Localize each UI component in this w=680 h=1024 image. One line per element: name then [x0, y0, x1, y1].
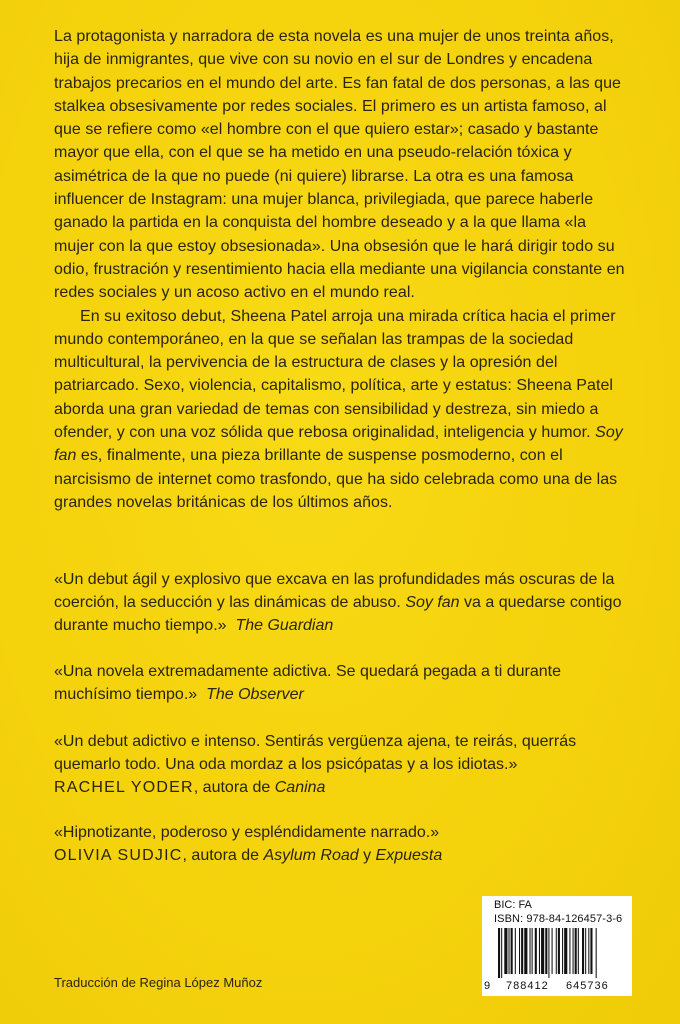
review-quote-end: va a quedarse contigo durante mucho tiempo.» — [54, 594, 622, 634]
barcode-bar — [564, 928, 567, 974]
review-author-suffix: , autora de — [193, 779, 271, 796]
reviews — [54, 568, 628, 890]
barcode-bars — [492, 928, 626, 978]
review-olivia-sudjic — [54, 821, 628, 867]
barcode-bar — [575, 928, 577, 974]
review-source: The Guardian — [235, 617, 334, 634]
barcode-bar — [582, 928, 584, 974]
barcode-digits-left: 788412 — [506, 980, 549, 992]
barcode-bar — [552, 928, 553, 974]
barcode-bar — [504, 928, 507, 974]
barcode-bar — [558, 928, 560, 974]
review-observer — [54, 660, 628, 706]
book-title-italic: Soy fan — [54, 424, 623, 465]
barcode-bar — [562, 928, 563, 974]
barcode-bar — [548, 928, 549, 978]
synopsis-paragraph-2-text: En su exitoso debut, Sheena Patel arroja una mirada crítica hacia el primer mundo contemporáneo, en la que se señalan las trampas de la sociedad multicultural, la pervivencia de la estructura de clases y la opresión del patriarcado. Sexo, violencia, capitalismo, política, arte y estatus: Sheena Patel aborda una gran variedad de temas con sensibilidad y destreza, sin miedo a ofender, y con una voz sólida que rebosa originalidad, inteligencia y humor. — [54, 307, 616, 442]
barcode-bar — [539, 928, 540, 974]
barcode-bar — [498, 928, 500, 978]
review-author-suffix: , autora de — [182, 847, 260, 864]
bic-code: BIC: FA — [494, 899, 532, 911]
barcode-bar — [532, 928, 533, 974]
review-author-work: Expuesta — [375, 847, 443, 864]
barcode-bar — [541, 928, 544, 974]
barcode-bar — [521, 928, 523, 974]
barcode-bar — [501, 928, 502, 978]
barcode-bar — [545, 928, 547, 974]
review-quote: «Un debut adictivo e intenso. Sentirás vergüenza ajena, te reirás, querrás quemarlo todo. Una oda mordaz a los psicópatas y a los idiotas.» — [54, 733, 577, 773]
barcode-bar — [588, 928, 589, 974]
review-quote: «Hipnotizante, poderoso y espléndidamente narrado.» — [54, 824, 440, 841]
review-connector: y — [363, 847, 372, 864]
translation-credit: Traducción de Regina López Muñoz — [54, 975, 263, 990]
barcode-bar — [519, 928, 520, 974]
barcode-bar — [556, 928, 557, 974]
barcode-bar — [515, 928, 516, 974]
review-quote: «Una novela extremadamente adictiva. Se quedará pegada a ti durante muchísimo tiempo.» — [54, 663, 562, 703]
barcode-bar — [585, 928, 586, 974]
barcode-bar — [511, 928, 513, 974]
review-quote: «Un debut ágil y explosivo que excava en las profundidades más oscuras de la coerción, la seducción y las dinámicas de abuso. — [54, 571, 615, 611]
barcode-digits-right: 645736 — [566, 980, 609, 992]
barcode-bar — [573, 928, 574, 974]
synopsis — [54, 25, 628, 514]
review-source: The Observer — [206, 686, 304, 703]
isbn-number: ISBN: 978-84-126457-3-6 — [494, 913, 623, 925]
barcode-bar — [530, 928, 531, 974]
barcode-digit-first: 9 — [484, 980, 492, 992]
synopsis-paragraph-2-text-end: es, finalmente, una pieza brillante de suspense posmoderno, con el narcisismo de internet como trasfondo, que ha sido celebrada como una de las grandes novelas británicas de los últimos años. — [54, 447, 618, 511]
review-author: OLIVIA SUDJIC — [54, 847, 183, 864]
review-rachel-yoder — [54, 730, 628, 799]
review-author-work: Asylum Road — [263, 847, 359, 864]
review-guardian — [54, 568, 628, 637]
review-author: RACHEL YODER — [54, 779, 194, 796]
barcode-bar — [590, 928, 592, 974]
barcode-box — [482, 896, 632, 996]
review-author-work: Canina — [274, 779, 326, 796]
barcode-bar — [569, 928, 570, 974]
barcode-bar — [524, 928, 527, 974]
barcode-bar — [535, 928, 537, 974]
synopsis-paragraph-2 — [54, 305, 628, 515]
barcode-bar — [578, 928, 579, 974]
barcode-bar — [596, 928, 597, 978]
book-title-italic: Soy fan — [405, 594, 460, 611]
barcode-bar — [509, 928, 510, 974]
synopsis-paragraph-1: La protagonista y narradora de esta novela es una mujer de unos treinta años, hija de inmigrantes, que vive con su novio en el sur de Londres y encadena trabajos precarios en el mundo del arte. Es fan fatal de dos personas, a las que stalkea obsesivamente por redes sociales. El primero es un artista famoso, al que se refiere como «el hombre con el que quiero estar»; casado y bastante mayor que ella, con el que se ha metido en una pseudo-relación tóxica y asimétrica de la que no puede (ni quiere) librarse. La otra es una famosa influencer de Instagram: una mujer blanca, privilegiada, que parece haberle ganado la partida en la conquista del hombre deseado y a la que llama «la mujer con la que estoy obsesionada». Una obsesión que le hará dirigir todo su odio, frustración y resentimiento hacia ella mediante una vigilancia constante en redes sociales y un acoso activo en el mundo real. — [54, 28, 625, 302]
